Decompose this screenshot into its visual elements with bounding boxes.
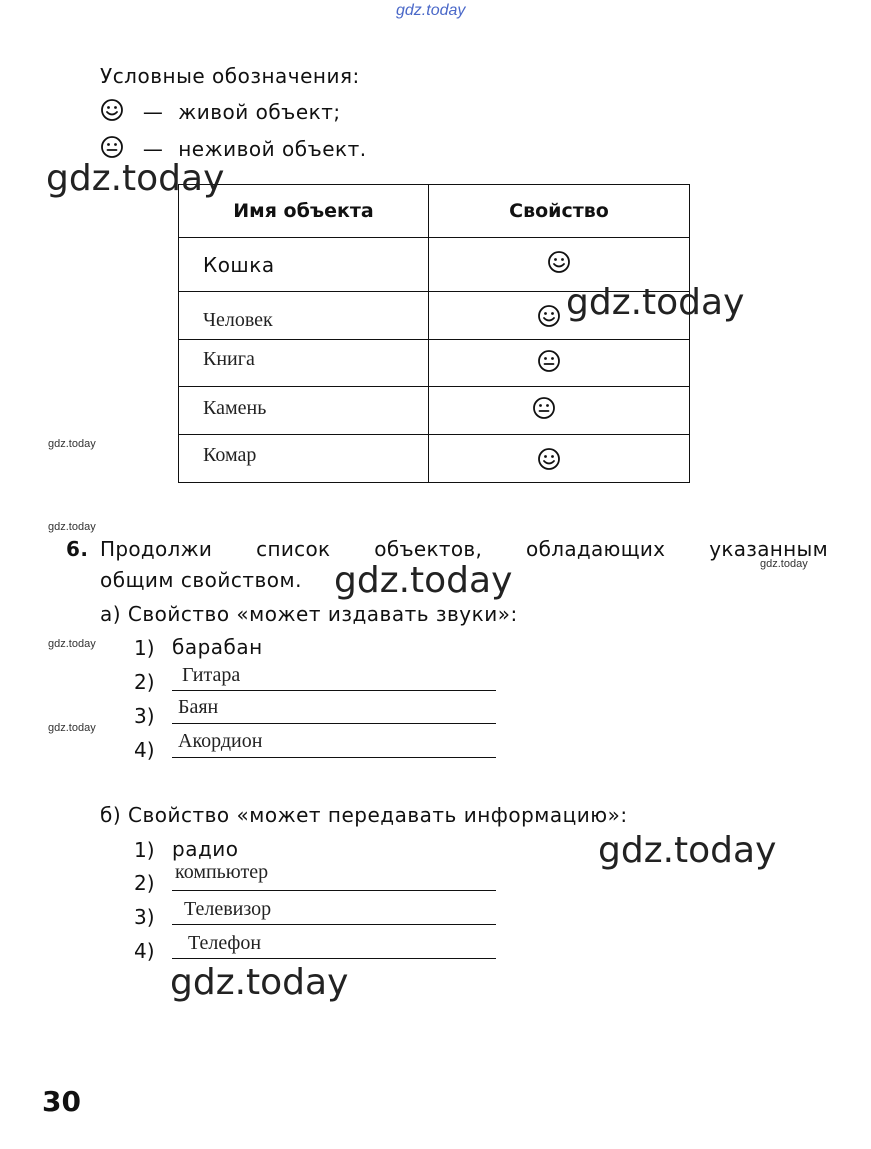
smile-face-icon — [547, 250, 571, 274]
answer-line — [172, 723, 496, 724]
neutral-face-icon — [100, 135, 124, 159]
watermark-small: gdz.today — [48, 521, 96, 533]
legend-item-living — [100, 98, 341, 124]
watermark-small: gdz.today — [760, 558, 808, 570]
table-row — [179, 435, 690, 483]
item-number: 1) — [134, 636, 155, 660]
item-number: 4) — [134, 738, 155, 762]
header-object-name: Имя объекта — [179, 185, 429, 238]
item-number: 4) — [134, 939, 155, 963]
answer-line — [172, 757, 496, 758]
watermark-large: gdz.today — [598, 830, 777, 871]
watermark-large: gdz.today — [334, 560, 513, 601]
objects-table — [178, 184, 690, 483]
table-row — [179, 387, 690, 435]
watermark-large: gdz.today — [566, 282, 745, 323]
object-name: Человек — [179, 292, 429, 340]
header-property: Свойство — [429, 185, 690, 238]
watermark-small: gdz.today — [48, 438, 96, 450]
page-number: 30 — [42, 1085, 81, 1118]
watermark-top: gdz.today — [396, 2, 466, 19]
property-cell — [429, 387, 690, 435]
item-number: 3) — [134, 704, 155, 728]
smile-face-icon — [537, 447, 561, 471]
smile-face-icon — [100, 98, 124, 122]
watermark-large: gdz.today — [170, 962, 349, 1003]
part-a-item-3: Баян — [178, 696, 219, 718]
object-name: Книга — [179, 340, 429, 387]
object-name: Камень — [179, 387, 429, 435]
legend-dash: — — [142, 137, 164, 161]
answer-line — [172, 690, 496, 691]
smile-face-icon — [537, 304, 561, 328]
item-number: 2) — [134, 670, 155, 694]
part-a-item-4: Акордион — [178, 730, 263, 752]
task-number: 6. — [66, 537, 89, 561]
watermark-large: gdz.today — [46, 158, 225, 199]
table-row — [179, 340, 690, 387]
part-b-item-1: радио — [172, 837, 239, 861]
object-name: Комар — [179, 435, 429, 483]
neutral-face-icon — [532, 396, 556, 420]
legend-title: Условные обозначения: — [100, 64, 360, 88]
object-name: Кошка — [179, 238, 429, 292]
legend-dash: — — [142, 100, 164, 124]
part-b-title: б) Свойство «может передавать информацию»: — [100, 803, 628, 827]
watermark-small: gdz.today — [48, 638, 96, 650]
part-b-item-4: Телефон — [188, 932, 262, 954]
answer-line — [172, 924, 496, 925]
part-b-item-3: Телевизор — [184, 898, 272, 920]
part-a-title: а) Свойство «может издавать звуки»: — [100, 602, 518, 626]
legend-text-living: живой объект; — [178, 100, 341, 124]
task-text-line2: общим свойством. — [100, 568, 302, 592]
item-number: 3) — [134, 905, 155, 929]
legend-text-nonliving: неживой объект. — [178, 137, 367, 161]
answer-line — [172, 958, 496, 959]
item-number: 1) — [134, 838, 155, 862]
neutral-face-icon — [537, 349, 561, 373]
property-cell — [429, 340, 690, 387]
watermark-small: gdz.today — [48, 722, 96, 734]
item-number: 2) — [134, 871, 155, 895]
part-b-item-2: компьютер — [175, 861, 269, 883]
table-header-row — [179, 185, 690, 238]
part-a-item-1: барабан — [172, 635, 263, 659]
property-cell — [429, 435, 690, 483]
part-a-item-2: Гитара — [182, 664, 241, 686]
answer-line — [172, 890, 496, 891]
task-text-line1: Продолжи список объектов, обладающих указанным — [100, 537, 828, 561]
